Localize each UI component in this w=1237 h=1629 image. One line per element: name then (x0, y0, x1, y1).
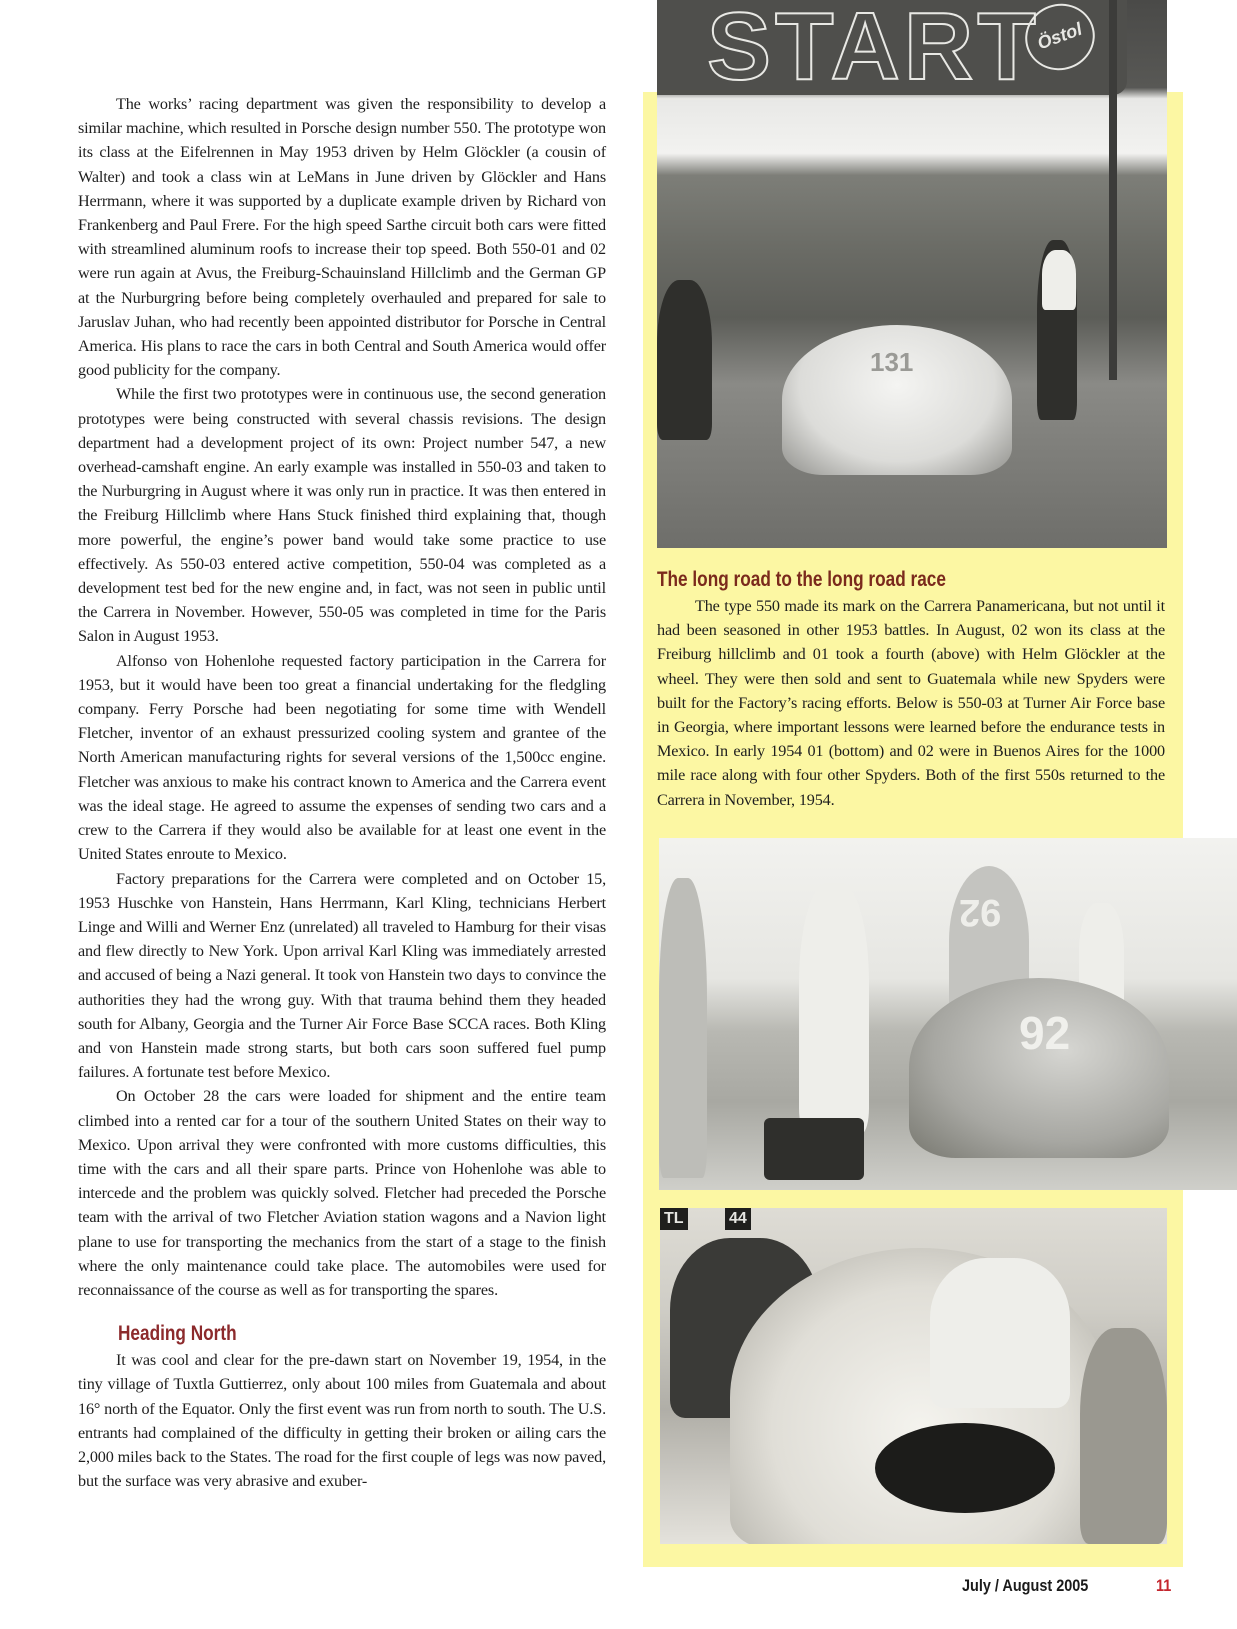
article-paragraph: Alfonso von Hohenlohe requested factory participation in the Carrera for 1953, but it would have been too great a financial undertaking for the fledgling company. Ferry Porsche had been negotiating for some time with Wendell Fletcher, inventor of an exhaust pressurized cooling system and grantee of the North American manufacturing rights for several versions of the 1,500cc engine. Fletcher was anxious to make his contract known to America and the Carrera event was the ideal stage. He agreed to assume the expenses of sending two cars and a crew to the Carrera if they would also be available for at least one event in the United States enroute to Mexico. (78, 651, 606, 864)
sidebar-content (657, 568, 1165, 812)
photo-turner-afb-pits (659, 838, 1237, 1190)
car-tail-fin: 92 (949, 866, 1029, 1016)
mechanic-figure (930, 1258, 1070, 1408)
sidebar-heading: The long road to the long road race (657, 568, 946, 591)
sidebar-paragraph: The type 550 made its mark on the Carrera Panamericana, but not until it had been seasoned in other 1953 battles. In August, 02 won its class at the Freiburg hillclimb and 01 took a fourth (above) with Helm Glöckler at the wheel. They were then sold and sent to Guatemala while new Spyders were built for the Factory’s racing efforts. Below is 550-03 at Turner Air Force base in Georgia, where important lessons were learned before the endurance tests in Mexico. In early 1954 01 (bottom) and 02 were in Buenos Aires for the 1000 mile race along with four other Spyders. Both of the first 550s returned to the Carrera in November, 1954. (657, 597, 1165, 809)
article-paragraph: Factory preparations for the Carrera were completed and on October 15, 1953 Huschke von Hanstein, Hans Herrmann, Karl Kling, technicians Herbert Linge and Willi and Werner Enz (unrelated) all traveled to Hamburg for their visas and flew directly to New York. Upon arrival Karl Kling was immediately arrested and accused of being a Nazi general. It took von Hanstein two days to convince the authorities they had the wrong guy. With that trauma behind them they headed south for Albany, Georgia and the Turner Air Force Base SCCA races. Both Kling and von Hanstein made strong starts, but both cars soon suffered fuel pump failures. A fortunate test before Mexico. (78, 869, 606, 1082)
car-number: 131 (870, 347, 914, 377)
banner-logo: Östol (1016, 0, 1104, 80)
engine-bay (875, 1423, 1055, 1513)
utility-pole (1109, 0, 1117, 380)
article-main-column (78, 92, 606, 1493)
mechanic-figure (799, 883, 869, 1133)
article-paragraph: While the first two prototypes were in continuous use, the second generation prototypes were being constructed with several chassis revisions. The design department had a development project of its own: Project number 547, a new overhead-camshaft engine. An early example was installed in 550-03 and taken to the Nurburgring in August where it was only run in practice. It was then entered in the Freiburg Hillclimb where Hans Stuck finished third explaining that, though more powerful, the engine’s power band would take some practice to use effectively. As 550-03 entered active competition, 550-04 was completed as a development test bed for the new engine and, in fact, was not seen in public until the Carrera in November. However, 550-05 was completed in time for the Paris Salon in August 1953. (78, 385, 606, 646)
article-paragraph: It was cool and clear for the pre-dawn start on November 19, 1954, in the tiny village of Tuxtla Guttierrez, only about 100 miles from Guatemala and about 16° north of the Equator. Only the first event was run from north to south. The U.S. entrants had complained of the difficulty in getting their broken or ailing cars the 2,000 miles back to the States. The road for the first couple of legs was now paved, but the surface was very abrasive and exuber- (78, 1351, 606, 1491)
mechanic-figure (657, 280, 712, 440)
section-heading-heading-north: Heading North (118, 1322, 237, 1346)
mechanic-figure (1080, 1328, 1167, 1544)
photo-buenos-aires-engine (660, 1208, 1167, 1544)
article-paragraph: On October 28 the cars were loaded for shipment and the entire team climbed into a rented car for a tour of the southern United States on their way to Mexico. Upon arrival they were confronted with more customs difficulties, this time with the cars and all their spare parts. Prince von Hohenlohe was able to intercede and the problem was quickly solved. Fletcher had preceded the Porsche team with the arrival of two Fletcher Aviation station wagons and a Navion light plane to use for transporting the mechanics from the start of a stage to the finish where the only maintenance could take place. The automobiles were used for reconnaissance of the course as well as for transporting the spares. (78, 1087, 606, 1299)
toolbox (764, 1118, 864, 1180)
race-car-92 (909, 978, 1169, 1158)
article-paragraph: The works’ racing department was given the responsibility to develop a similar machine, which resulted in Porsche design number 550. The prototype won its class at the Eifelrennen in May 1953 driven by Helm Glöckler (a cousin of Walter) and took a class win at LeMans in June driven by Glöckler and Hans Herrmann, where it was supported by a duplicate example driven by Richard von Frankenberg and Paul Frere. For the high speed Sarthe circuit both cars were fitted with streamlined aluminum roofs to increase their top speed. Both 550-01 and 02 were run again at Avus, the Freiburg-Schauinsland Hillclimb and the German GP at the Nurburgring before being completely overhauled and prepared for sale to Jaruslav Juhan, who had recently been appointed distributor for Porsche in Central America. His plans to race the cars in both Central and South America would offer good publicity for the company. (78, 95, 606, 380)
sign-left: TL (660, 1208, 688, 1230)
start-banner (657, 0, 1127, 100)
banner-text: START (707, 0, 1040, 100)
race-car-131 (782, 325, 1012, 475)
footer-issue-date: July / August 2005 (962, 1576, 1089, 1595)
car-number: 92 (1019, 1007, 1071, 1059)
spectator-shirt (1042, 250, 1076, 310)
bystander-figure (659, 878, 707, 1178)
photo-hillclimb-start (657, 0, 1167, 548)
sign-right: 44 (725, 1208, 751, 1230)
page-number: 11 (1156, 1576, 1172, 1595)
